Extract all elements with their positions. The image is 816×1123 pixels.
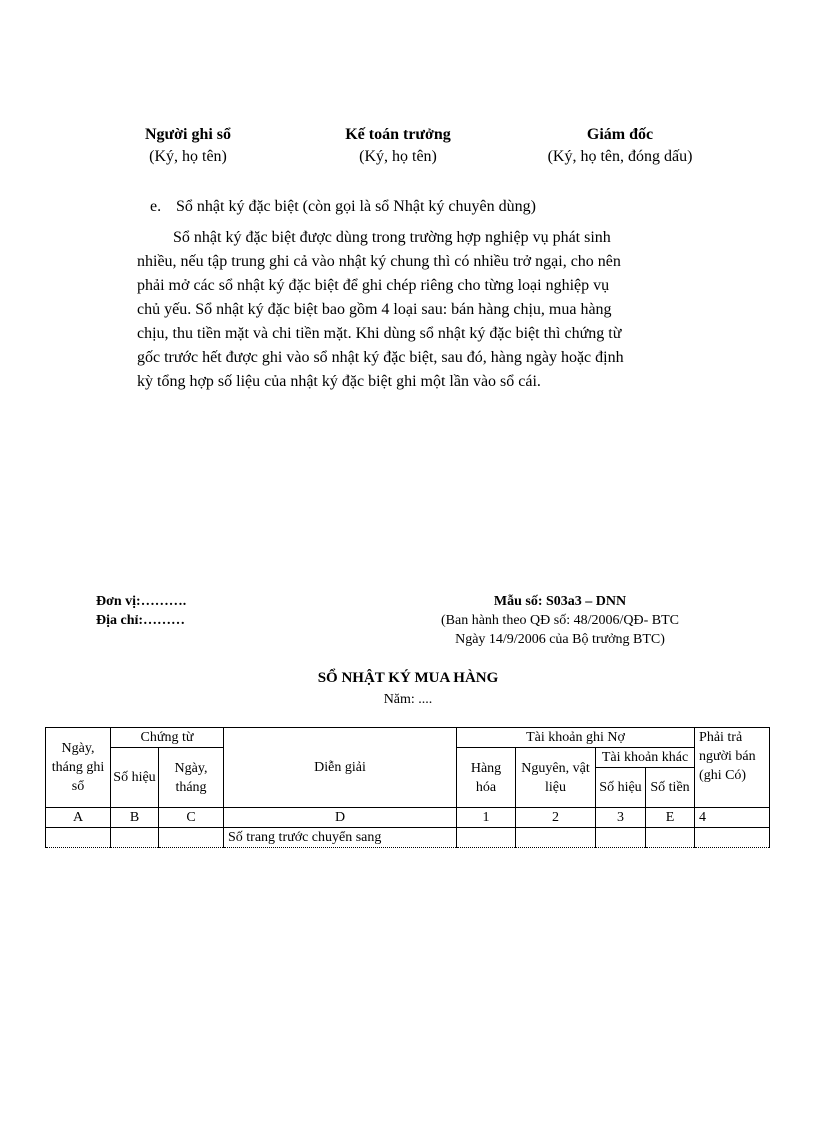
code-cell: 3 — [596, 808, 646, 828]
empty-cell — [111, 828, 159, 848]
signature-role: Người ghi sổ — [144, 126, 232, 143]
header-other-no: Số hiệu — [596, 768, 646, 808]
form-number: Mẫu số: S03a3 – DNN — [493, 594, 627, 609]
empty-cell — [46, 828, 111, 848]
table-row — [46, 828, 770, 848]
header-goods: Hàng hóa — [457, 748, 516, 808]
signature-block-chief-accountant — [318, 124, 478, 168]
paragraph-line: nhiều, nếu tập trung ghi cả vào nhật ký chung thì có nhiều trở ngại, cho nên — [137, 253, 621, 270]
signature-note: (Ký, họ tên) — [359, 148, 437, 165]
address-label: Địa chỉ:……… — [96, 613, 186, 628]
header-voucher-no: Số hiệu — [111, 748, 159, 808]
code-cell: D — [224, 808, 457, 828]
signature-note: (Ký, họ tên) — [149, 148, 227, 165]
code-cell: E — [646, 808, 695, 828]
code-cell: 2 — [516, 808, 596, 828]
signature-block-director — [525, 124, 715, 168]
issued-by: (Ban hành theo QĐ số: 48/2006/QĐ- BTC — [441, 613, 679, 628]
unit-label: Đơn vị:………. — [96, 594, 187, 609]
carried-forward-label: Số trang trước chuyển sang — [224, 828, 457, 848]
header-date-recorded: Ngày, tháng ghi sổ — [46, 728, 111, 808]
header-description: Diễn giải — [224, 728, 457, 808]
empty-cell — [516, 828, 596, 848]
paragraph-line: kỳ tổng hợp số liệu của nhật ký đặc biệt ghi một lần vào sổ cái. — [137, 373, 541, 390]
purchase-journal-table — [45, 727, 770, 848]
section-title: Sổ nhật ký đặc biệt (còn gọi là sổ Nhật ký chuyên dùng) — [176, 198, 536, 215]
ledger-year: Năm: .... — [383, 692, 433, 707]
code-cell: C — [159, 808, 224, 828]
paragraph-line: Sổ nhật ký đặc biệt được dùng trong trường hợp nghiệp vụ phát sinh — [173, 229, 611, 246]
ledger-title: SỔ NHẬT KÝ MUA HÀNG — [317, 670, 499, 686]
paragraph-line: chịu, thu tiền mặt và chi tiền mặt. Khi dùng sổ nhật ký đặc biệt thì chứng từ — [137, 325, 622, 342]
form-reference — [410, 592, 710, 649]
header-other-amount: Số tiền — [646, 768, 695, 808]
code-cell: A — [46, 808, 111, 828]
code-cell: B — [111, 808, 159, 828]
header-voucher-date: Ngày, tháng — [159, 748, 224, 808]
issued-date: Ngày 14/9/2006 của Bộ trưởng BTC) — [455, 632, 665, 647]
paragraph-line: chủ yếu. Sổ nhật ký đặc biệt bao gồm 4 loại sau: bán hàng chịu, mua hàng — [137, 301, 612, 318]
empty-cell — [596, 828, 646, 848]
empty-cell — [159, 828, 224, 848]
form-unit-info — [96, 592, 186, 630]
signature-block-bookkeeper — [118, 124, 258, 168]
header-payable: Phải trả người bán (ghi Có) — [695, 728, 770, 808]
code-cell: 4 — [695, 808, 770, 828]
signature-role: Giám đốc — [586, 126, 654, 143]
section-paragraph — [137, 226, 718, 394]
code-cell: 1 — [457, 808, 516, 828]
header-voucher: Chứng từ — [111, 728, 224, 748]
header-debit-account: Tài khoản ghi Nợ — [457, 728, 695, 748]
empty-cell — [695, 828, 770, 848]
section-heading — [150, 196, 536, 218]
signature-note: (Ký, họ tên, đóng dấu) — [547, 148, 693, 165]
signature-role: Kế toán trưởng — [345, 126, 451, 143]
header-materials: Nguyên, vật liệu — [516, 748, 596, 808]
paragraph-line: gốc trước hết được ghi vào sổ nhật ký đặc biệt, sau đó, hàng ngày hoặc định — [137, 349, 624, 366]
header-other-account: Tài khoản khác — [596, 748, 695, 768]
empty-cell — [646, 828, 695, 848]
section-letter: e. — [150, 198, 162, 215]
empty-cell — [457, 828, 516, 848]
paragraph-line: phải mở các sổ nhật ký đặc biệt để ghi chép riêng cho từng loại nghiệp vụ — [137, 277, 610, 294]
